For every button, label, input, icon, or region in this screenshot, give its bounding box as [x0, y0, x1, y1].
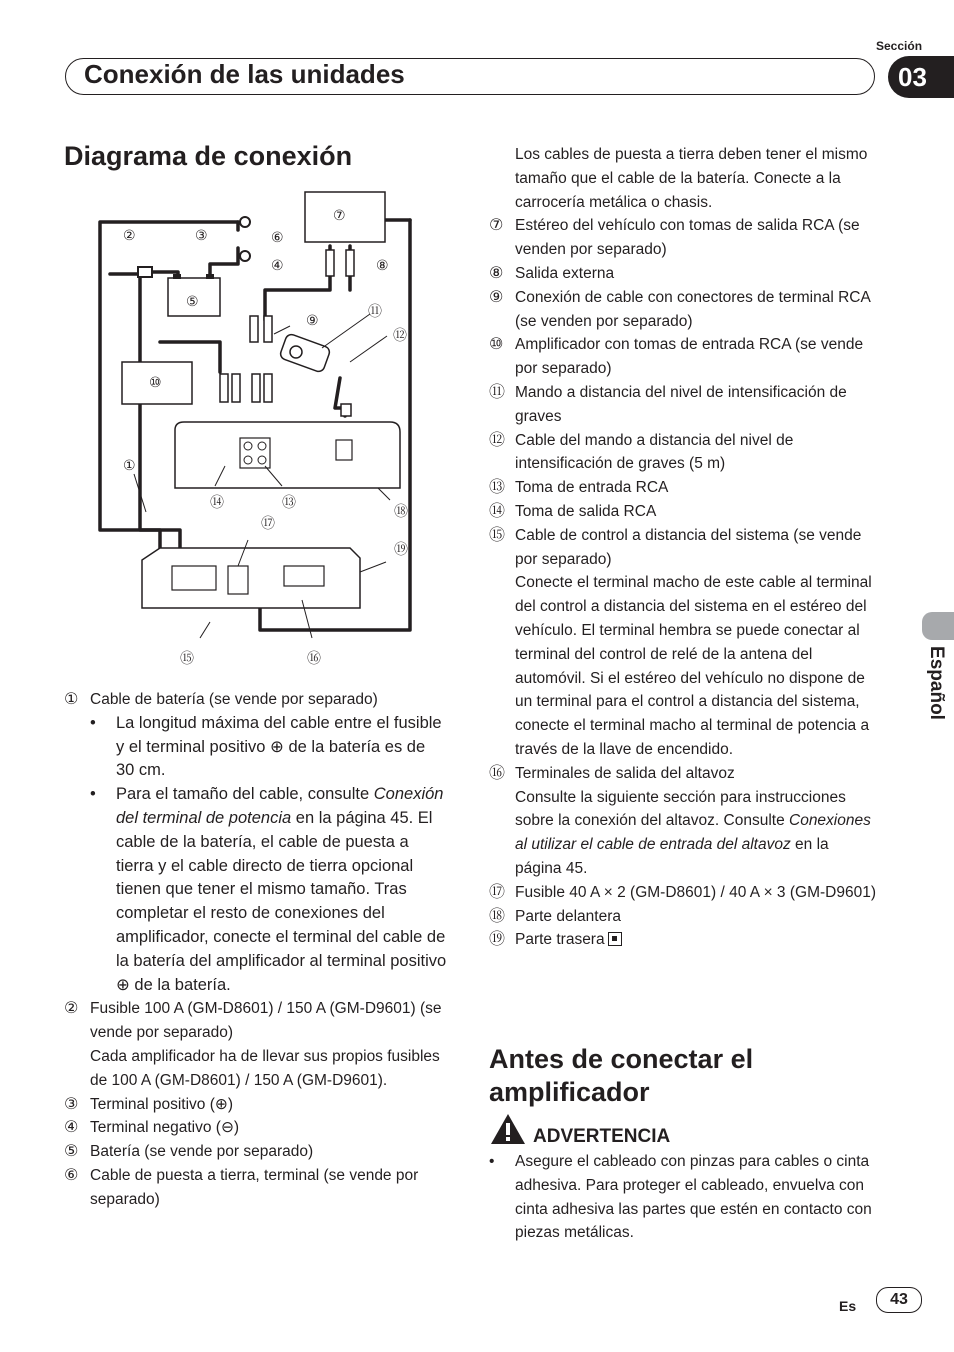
callout-13: ⑬ [282, 495, 296, 511]
list-item: ① Cable de batería (se vende por separado) [64, 691, 378, 708]
callout-1: ① [123, 458, 136, 474]
list-bullet: • La longitud máxima del cable entre el fusible y el terminal positivo ⊕ de la batería es de 30 cm. [90, 713, 442, 780]
callout-5: ⑤ [186, 294, 199, 310]
language-label: Español [926, 646, 947, 720]
callout-4: ④ [271, 258, 284, 274]
list-item: ⑦ Estéreo del vehículo con tomas de salida RCA (se venden por separado) [489, 217, 860, 259]
warning-body: • Asegure el cableado con pinzas para cables o cinta adhesiva. Para proteger el cableado, envuelva con cinta adhesiva las partes que estén en contacto con piezas metálicas. [489, 1153, 872, 1242]
language-tab [922, 612, 954, 640]
fuse-icon [138, 267, 152, 277]
list-item: ⑤ Batería (se vende por separado) [64, 1143, 314, 1161]
list-bullet: • Para el tamaño del cable, consulte Conexión del terminal de potencia en la página 45. El cable de la batería, el cable de puesta a tierra y el cable directo de tierra opcional tienen que tener el mismo tamaño. Tras completar el resto de conexiones del amplificador, conecte el terminal del cable de la batería del amplificador al terminal positivo ⊕ de la batería. [90, 785, 447, 994]
battery-cable-path [100, 222, 238, 590]
callout-18: ⑱ [394, 504, 408, 520]
callout-9: ⑨ [306, 313, 319, 329]
callout-11: ⑪ [368, 304, 382, 320]
callout-10: ⑩ [149, 375, 162, 391]
bass-remote-icon [279, 333, 331, 373]
callout-15: ⑮ [180, 651, 194, 667]
warning-label: ADVERTENCIA [533, 1126, 671, 1147]
legend-list-left [64, 688, 448, 1212]
end-mark-icon [608, 932, 622, 946]
callout-3: ③ [195, 228, 208, 244]
callout-2: ② [123, 228, 136, 244]
list-item: ⑮ Cable de control a distancia del sistema (se vende por separado) [489, 526, 862, 568]
list-item: ⑭ Toma de salida RCA [489, 502, 657, 520]
page-number: 43 [876, 1287, 922, 1313]
list-item: ⑫ Cable del mando a distancia del nivel de intensificación de graves (5 m) [489, 431, 794, 473]
callout-14: ⑭ [210, 495, 224, 511]
section-label: Sección [876, 39, 923, 53]
cross-reference-link[interactable]: Conexión del terminal de potencia [116, 785, 444, 827]
callout-17: ⑰ [261, 516, 275, 532]
ground-cable-path [110, 274, 160, 590]
callout-16: ⑯ [307, 651, 321, 667]
callout-8: ⑧ [376, 258, 389, 274]
warning-triangle-icon [489, 1112, 527, 1146]
ground-terminal-icon [240, 217, 250, 227]
list-item: ⑯ Terminales de salida del altavoz [489, 764, 735, 782]
list-item: ⑪ Mando a distancia del nivel de intensificación de graves [489, 383, 847, 425]
list-item: ⑲ Parte trasera [489, 928, 879, 952]
amplifier-front-icon [175, 422, 400, 488]
list-item-continuation: Cada amplificador ha de llevar sus propios fusibles de 100 A (GM-D8601) / 150 A (GM-D9601). [90, 1047, 440, 1089]
list-item: ③ Terminal positivo (⊕) [64, 1095, 234, 1113]
list-item: ⑧ Salida externa [489, 264, 615, 282]
list-item: ④ Terminal negativo (⊖) [64, 1119, 240, 1137]
connection-diagram [60, 190, 430, 670]
callout-6: ⑥ [271, 230, 284, 246]
list-item: ⑰ Fusible 40 A × 2 (GM-D8601) / 40 A × 3 (GM-D9601) [489, 883, 876, 901]
callout-7: ⑦ [333, 208, 346, 224]
callout-19: ⑲ [394, 542, 408, 558]
diagram-heading: Diagrama de conexión [64, 141, 353, 171]
list-item-continuation: Conecte el terminal macho de este cable al terminal del control a distancia del sistema en el estéreo del vehículo. El terminal hembra se puede conectar al terminal del control de relé de la antena del automóvil. Si el estéreo del vehículo no dispone de un terminal para el control a distancia del sistema, conecte el terminal macho al terminal de potencia a través de la llave de encendido. [515, 574, 872, 758]
list-item: ⑩ Amplificador con tomas de entrada RCA (se vende por separado) [489, 336, 864, 378]
list-item: ⑱ Parte delantera [489, 907, 621, 925]
list-item: ② Fusible 100 A (GM-D8601) / 150 A (GM-D9601) (se vende por separado) [64, 1000, 442, 1042]
callout-12: ⑫ [393, 328, 407, 344]
cross-reference-link[interactable]: Conexiones al utilizar el cable de entrada del altavoz [515, 812, 871, 854]
list-item-continuation: Los cables de puesta a tierra deben tener el mismo tamaño que el cable de la batería. Conecte a la carrocería metálica o chasis. [515, 146, 868, 211]
page-title: Conexión de las unidades [84, 59, 405, 89]
list-item: ⑥ Cable de puesta a tierra, terminal (se vende por separado) [64, 1166, 419, 1208]
footer-language: Es [839, 1298, 857, 1314]
list-item: ⑬ Toma de entrada RCA [489, 479, 669, 497]
legend-list-right [489, 143, 879, 952]
section-heading: Antes de conectar el amplificador [489, 1044, 754, 1107]
section-number-badge: 03 [888, 56, 954, 98]
list-item-continuation: Consulte la siguiente sección para instrucciones sobre la conexión del altavoz. Consulte Conexiones al utilizar el cable de entrada del altavoz en la página 45. [515, 788, 871, 877]
list-item: ⑨ Conexión de cable con conectores de terminal RCA (se venden por separado) [489, 288, 870, 330]
warning-header [489, 1112, 670, 1146]
